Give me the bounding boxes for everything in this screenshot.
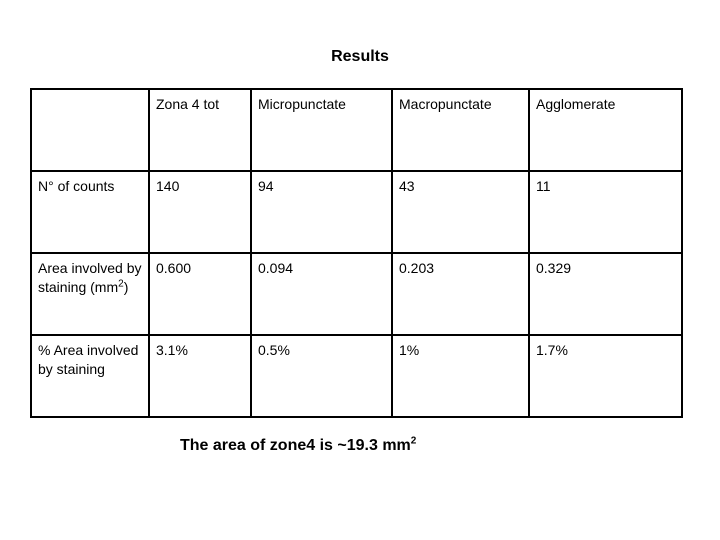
cell-counts-macropunctate: 43: [392, 171, 529, 253]
header-cell-empty: [31, 89, 149, 171]
row-label-area: [31, 253, 149, 335]
page-title: Results: [331, 48, 389, 65]
cell-counts-agglomerate: 11: [529, 171, 682, 253]
cell-percent-micropunctate: 0.5%: [251, 335, 392, 417]
row-label-area-end: ): [123, 279, 129, 295]
results-table: [30, 88, 683, 418]
zone-area-note-sup: 2: [410, 435, 417, 447]
zone-area-note-text: The area of zone4 is ~19.3 mm: [180, 437, 411, 454]
row-label-area-sup: 2: [118, 278, 124, 290]
header-cell-macropunctate: Macropunctate: [392, 89, 529, 171]
table-row-area: [31, 253, 682, 335]
cell-counts-micropunctate: 94: [251, 171, 392, 253]
table-row-counts: [31, 171, 682, 253]
cell-percent-macropunctate: 1%: [392, 335, 529, 417]
zone-area-note: [180, 437, 416, 455]
cell-area-agglomerate: 0.329: [529, 253, 682, 335]
cell-area-macropunctate: 0.203: [392, 253, 529, 335]
cell-area-micropunctate: 0.094: [251, 253, 392, 335]
cell-percent-zona4: 3.1%: [149, 335, 251, 417]
row-label-percent: % Area involved by staining: [31, 335, 149, 417]
row-label-area-text: Area involved by staining (mm: [38, 260, 142, 295]
header-cell-zona4: Zona 4 tot: [149, 89, 251, 171]
header-cell-micropunctate: Micropunctate: [251, 89, 392, 171]
cell-percent-agglomerate: 1.7%: [529, 335, 682, 417]
row-label-counts: N° of counts: [31, 171, 149, 253]
header-row: [31, 89, 682, 171]
cell-area-zona4: 0.600: [149, 253, 251, 335]
cell-counts-zona4: 140: [149, 171, 251, 253]
header-cell-agglomerate: Agglomerate: [529, 89, 682, 171]
table-row-percent: [31, 335, 682, 417]
